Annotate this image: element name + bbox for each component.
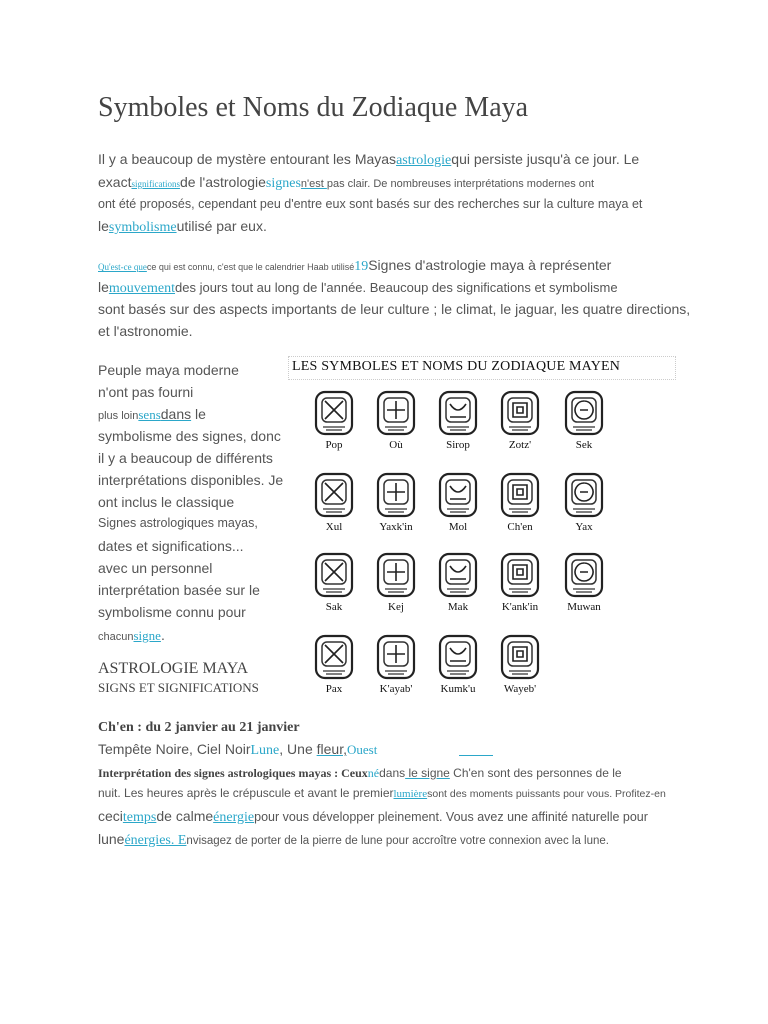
p2-line-4: et l'astronomie. [98, 323, 193, 339]
glyph-17 [366, 633, 426, 695]
text: chacun [98, 631, 134, 643]
glyph-8 [428, 471, 488, 533]
p3-line-7: ont inclus le classique [98, 494, 235, 510]
p3-line-9: dates et significations... [98, 538, 244, 554]
link-underline-decoration [459, 755, 493, 756]
glyph-3 [428, 389, 488, 451]
link-quest-ce-que[interactable]: Qu'est-ce que [98, 262, 147, 272]
maya-glyph-icon [313, 471, 355, 519]
maya-glyph-icon [437, 389, 479, 437]
chen-line-4 [98, 808, 648, 826]
maya-glyph-icon [375, 389, 417, 437]
link-signe[interactable]: signe [133, 628, 161, 643]
text: le signe [405, 766, 450, 780]
p1-line-1 [98, 151, 639, 169]
glyph-6 [304, 471, 364, 533]
text: fleur, [316, 741, 347, 757]
p1-line-3: ont été proposés, cependant peu d'entre eux sont basés sur des recherches sur la culture maya et [98, 197, 643, 211]
link-sens[interactable]: sens [138, 407, 161, 422]
glyph-15 [554, 551, 614, 613]
text: pas clair. De nombreuses interprétations modernes ont [326, 178, 595, 190]
p3-line-8: Signes astrologiques mayas, [98, 516, 258, 530]
maya-glyph-icon [375, 633, 417, 681]
text: sont des moments puissants pour vous. Profitez-en [427, 788, 666, 800]
text: de calme [156, 808, 214, 824]
glyph-label: Zotz' [508, 439, 532, 451]
text: pour vous développer pleinement. Vous avez une affinité naturelle pour [254, 810, 648, 824]
link-ne[interactable]: né [367, 766, 380, 780]
zodiac-chart-image [286, 355, 676, 715]
p3-line-12: symbolisme connu pour [98, 604, 246, 620]
p3-line-5: il y a beaucoup de différents [98, 450, 273, 466]
glyph-label: Yax [575, 521, 593, 533]
glyph-label: Sak [325, 601, 343, 613]
text: Interprétation des signes astrologiques mayas : Ceux [98, 766, 368, 780]
p3-line-6: interprétations disponibles. Je [98, 472, 284, 488]
p3-line-2: n'ont pas fourni [98, 384, 194, 400]
link-lumiere[interactable]: lumière [393, 788, 428, 800]
link-signes[interactable]: signes [265, 176, 301, 191]
text: ce qui est connu, c'est que le calendrier Haab utilisé [146, 262, 355, 272]
glyph-label: Wayeb' [503, 683, 537, 695]
link-mouvement[interactable]: mouvement [108, 281, 176, 296]
maya-glyph-icon [499, 633, 541, 681]
link-astrologie[interactable]: astrologie [396, 153, 452, 168]
maya-glyph-icon [563, 389, 605, 437]
page-title: Symboles et Noms du Zodiaque Maya [98, 92, 529, 123]
text: exact [98, 174, 132, 190]
link-19[interactable]: 19 [354, 259, 369, 274]
glyph-18 [428, 633, 488, 695]
link-lune[interactable]: Lune [250, 743, 280, 758]
chen-line-2 [98, 766, 622, 781]
maya-glyph-icon [313, 389, 355, 437]
p3-line-13 [98, 627, 165, 644]
link-significations[interactable]: significations [131, 179, 180, 189]
maya-glyph-icon [313, 633, 355, 681]
p3-line-3 [98, 406, 206, 423]
chart-title: LES SYMBOLES ET NOMS DU ZODIAQUE MAYEN [292, 359, 621, 374]
section-subheading: SIGNS ET SIGNIFICATIONS [98, 680, 259, 695]
glyph-label: Yaxk'in [379, 521, 413, 533]
glyph-4 [490, 389, 550, 451]
link-ouest[interactable]: Ouest [346, 742, 378, 757]
glyph-1 [304, 389, 364, 451]
maya-glyph-icon [437, 633, 479, 681]
glyph-label: Pop [325, 439, 343, 451]
text: de l'astrologie [179, 174, 266, 190]
p2-line-3: sont basés sur des aspects importants de leur culture ; le climat, le jaguar, les quatre directions, [98, 301, 691, 317]
glyph-label: Muwan [567, 601, 601, 613]
glyph-label: K'ayab' [379, 683, 413, 695]
maya-glyph-icon [499, 471, 541, 519]
glyph-10 [554, 471, 614, 533]
maya-glyph-icon [375, 471, 417, 519]
p3-line-11: interprétation basée sur le [98, 582, 260, 598]
maya-glyph-icon [563, 551, 605, 599]
chen-line-5 [98, 831, 609, 849]
link-energies[interactable]: énergies. E [124, 833, 187, 848]
p2-line-2 [98, 279, 618, 297]
glyph-12 [366, 551, 426, 613]
maya-glyph-icon [437, 471, 479, 519]
glyph-19 [490, 633, 550, 695]
text: Signes d'astrologie maya à représenter [368, 257, 612, 273]
text: nvisagez de porter de la pierre de lune pour accroître votre connexion avec la lune. [186, 835, 609, 847]
text: ceci [98, 808, 123, 824]
maya-glyph-icon [313, 551, 355, 599]
glyph-label: Où [389, 439, 403, 451]
text: dans [160, 406, 192, 422]
glyph-label: Sek [575, 439, 593, 451]
link-symbolisme[interactable]: symbolisme [108, 220, 177, 235]
p3-line-1: Peuple maya moderne [98, 362, 239, 378]
p3-line-10: avec un personnel [98, 560, 213, 576]
glyph-label: Kumk'u [440, 683, 476, 695]
p1-line-2 [98, 174, 594, 192]
p1-line-4 [98, 218, 267, 236]
text: dans [379, 766, 406, 780]
glyph-11 [304, 551, 364, 613]
text: n'est [300, 178, 327, 190]
p2-line-1 [98, 257, 611, 275]
text: Tempête Noire, Ciel Noir [98, 741, 251, 757]
link-temps[interactable]: temps [122, 810, 157, 825]
text: Ch'en sont des personnes de le [449, 766, 622, 780]
text: le [98, 279, 109, 295]
chen-line-1 [98, 741, 377, 759]
text: utilisé par eux. [176, 218, 267, 234]
glyph-label: Kej [388, 601, 404, 613]
glyph-9 [490, 471, 550, 533]
glyph-14 [490, 551, 550, 613]
maya-glyph-icon [499, 389, 541, 437]
text: des jours tout au long de l'année. Beaucoup des significations et symbolisme [175, 280, 618, 295]
link-energie[interactable]: énergie [213, 810, 255, 825]
text: qui persiste jusqu'à ce jour. Le [451, 151, 640, 167]
chen-heading: Ch'en : du 2 janvier au 21 janvier [98, 720, 300, 735]
glyph-13 [428, 551, 488, 613]
text: nuit. Les heures après le crépuscule et avant le premier [98, 786, 394, 800]
glyph-label: Ch'en [507, 521, 533, 533]
glyph-2 [366, 389, 426, 451]
text: lune [98, 831, 125, 847]
glyph-7 [366, 471, 426, 533]
glyph-label: Pax [325, 683, 343, 695]
text: le [191, 406, 206, 422]
chen-line-3 [98, 786, 666, 800]
text: Il y a beaucoup de mystère entourant les Mayas [98, 151, 397, 167]
text: , Une [279, 741, 317, 757]
maya-glyph-icon [563, 471, 605, 519]
maya-glyph-icon [375, 551, 417, 599]
glyph-16 [304, 633, 364, 695]
glyph-label: K'ank'in [501, 601, 539, 613]
glyph-5 [554, 389, 614, 451]
section-heading: ASTROLOGIE MAYA [98, 660, 249, 677]
maya-glyph-icon [437, 551, 479, 599]
text: . [160, 627, 165, 643]
text: le [98, 218, 109, 234]
glyph-label: Mol [448, 521, 468, 533]
p3-line-4: symbolisme des signes, donc [98, 428, 281, 444]
maya-glyph-icon [499, 551, 541, 599]
glyph-label: Mak [447, 601, 469, 613]
glyph-label: Xul [325, 521, 343, 533]
glyph-label: Sirop [446, 439, 470, 451]
text: plus loin [98, 410, 139, 422]
